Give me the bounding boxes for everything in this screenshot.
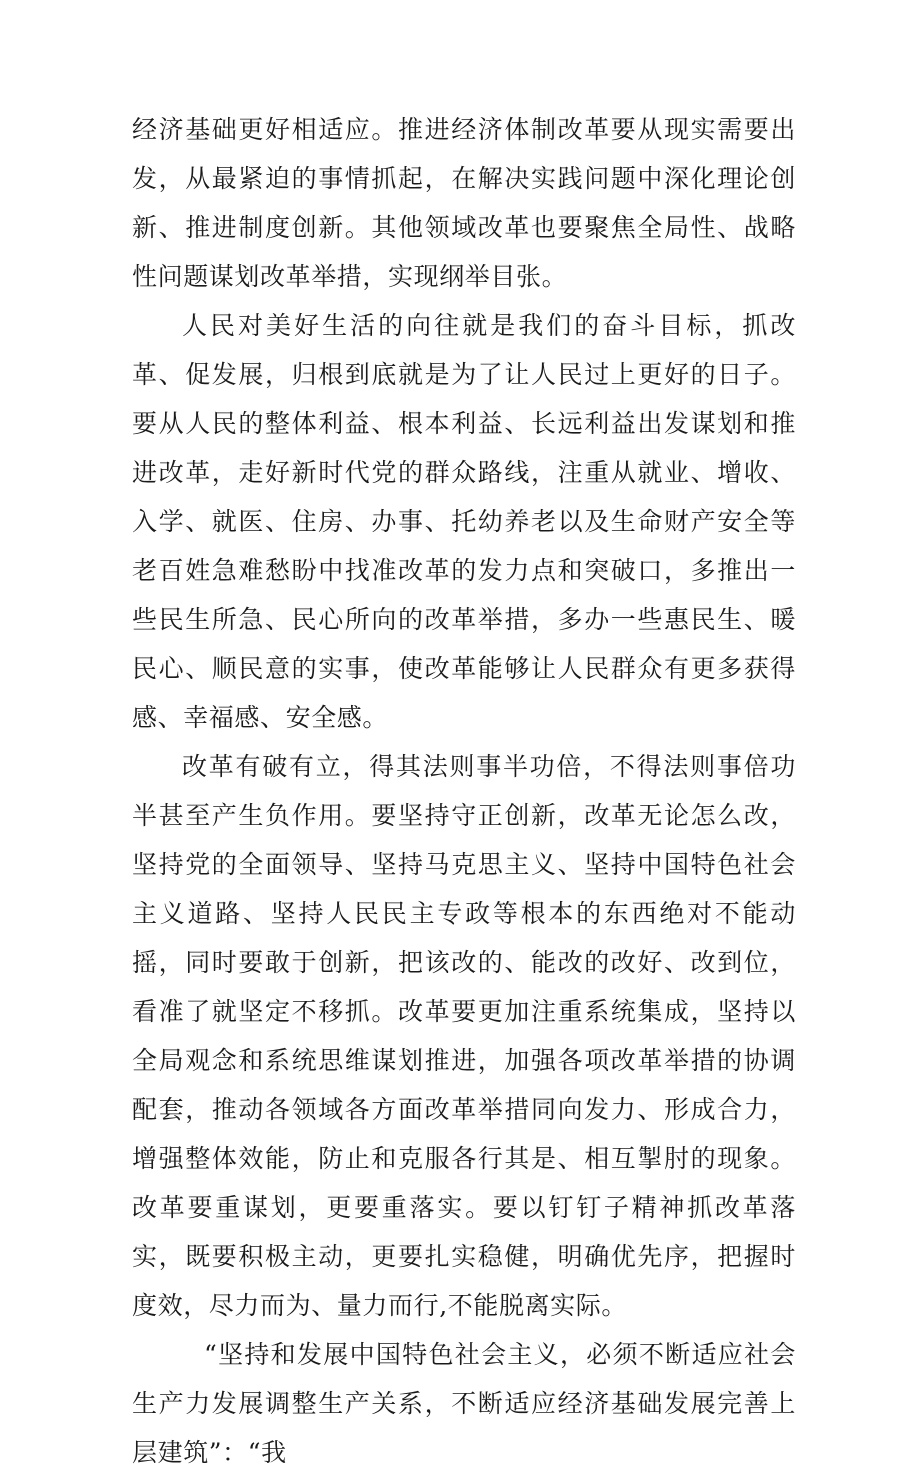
paragraph-3: 改革有破有立，得其法则事半功倍，不得法则事倍功半甚至产生负作用。要坚持守正创新，改革无论怎么改，坚持党的全面领导、坚持马克思主义、坚持中国特色社会主义道路、坚持人民民主专政等根本的东西绝对不能动摇，同时要敢于创新，把该改的、能改的改好、改到位，看准了就坚定不移抓。改革要更加注重系统集成，坚持以全局观念和系统思维谋划推进，加强各项改革举措的协调配套，推动各领域各方面改革举措同向发力、形成合力，增强整体效能，防止和克服各行其是、相互掣肘的现象。改革要重谋划，更要重落实。要以钉钉子精神抓改革落实，既要积极主动，更要扎实稳健，明确优先序，把握时度效，尽力而为、量力而行,不能脱离实际。 xyxy=(132,752,796,1320)
paragraph-4: “坚持和发展中国特色社会主义，必须不断适应社会生产力发展调整生产关系，不断适应经济基础发展完善上层建筑”：“我 xyxy=(132,1340,796,1467)
paragraph-2: 人民对美好生活的向往就是我们的奋斗目标，抓改革、促发展，归根到底就是为了让人民过上更好的日子。要从人民的整体利益、根本利益、长远利益出发谋划和推进改革，走好新时代党的群众路线，注重从就业、增收、入学、就医、住房、办事、托幼养老以及生命财产安全等老百姓急难愁盼中找准改革的发力点和突破口，多推出一些民生所急、民心所向的改革举措，多办一些惠民生、暖民心、顺民意的实事，使改革能够让人民群众有更多获得感、幸福感、安全感。 xyxy=(132,311,796,732)
document-body xyxy=(132,105,796,1477)
paragraph-1: 经济基础更好相适应。推进经济体制改革要从现实需要出发，从最紧迫的事情抓起，在解决实践问题中深化理论创新、推进制度创新。其他领域改革也要聚焦全局性、战略性问题谋划改革举措，实现纲举目张。 xyxy=(132,115,796,291)
